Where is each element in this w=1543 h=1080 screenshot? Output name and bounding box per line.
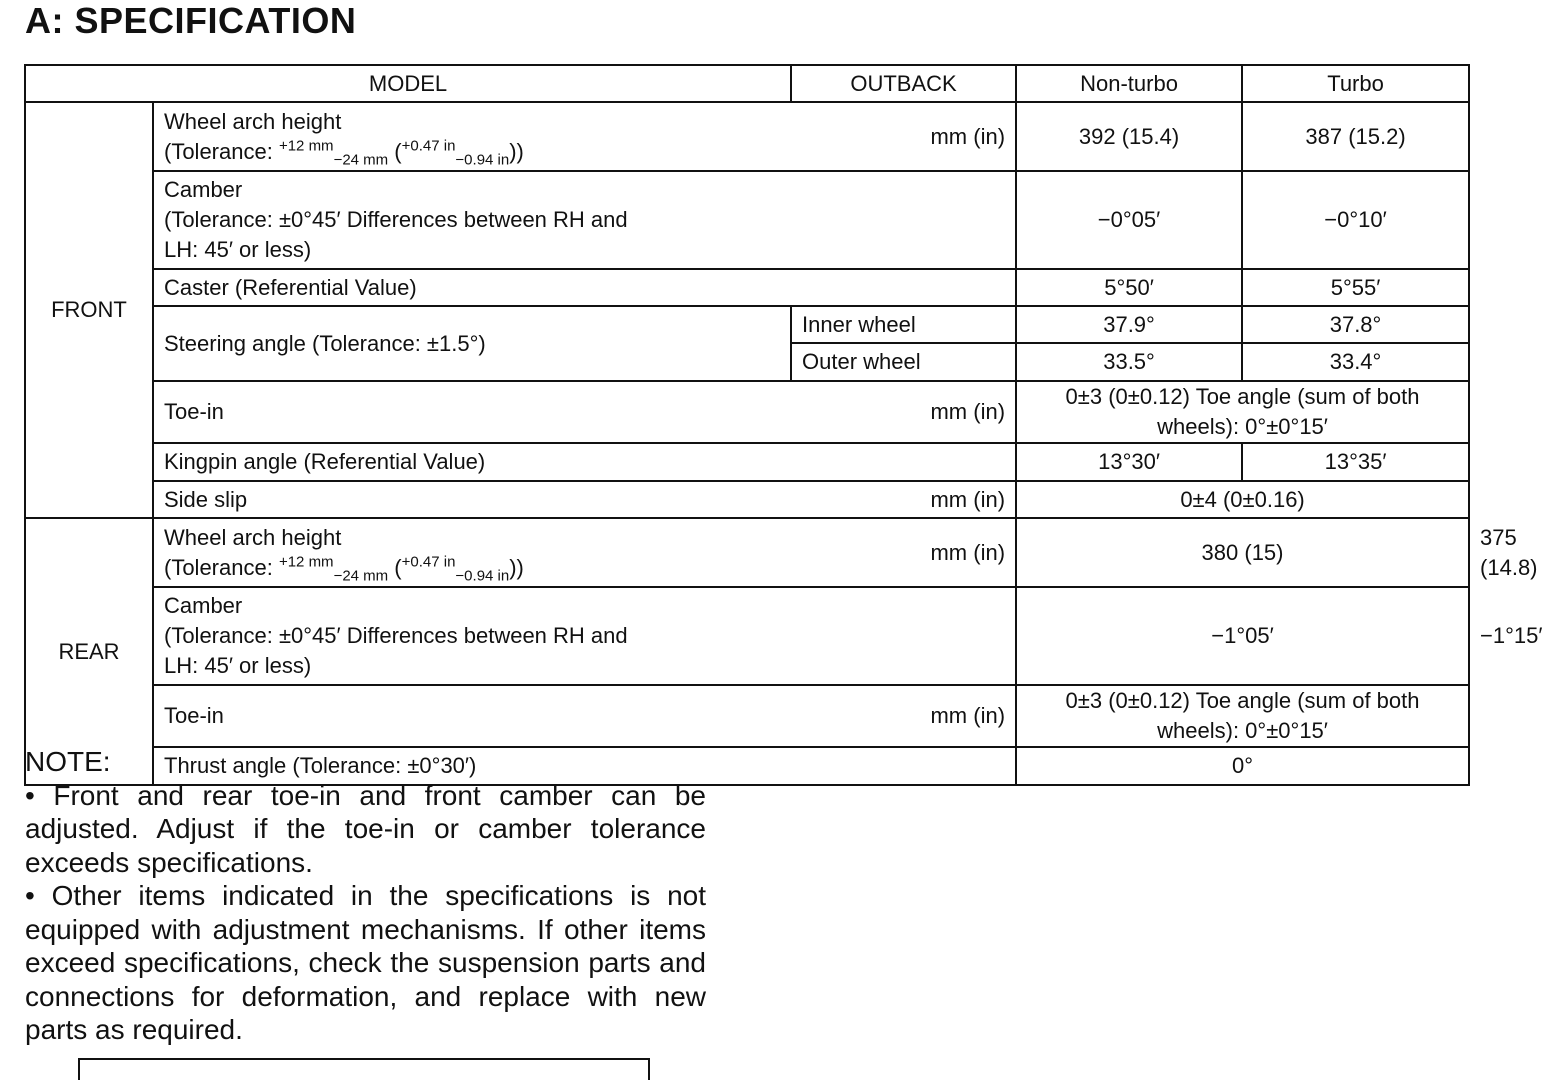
table-row	[25, 685, 1469, 747]
table-row	[25, 102, 1469, 171]
table-row	[25, 171, 1469, 269]
front-steering-label: Steering angle (Tolerance: ±1.5°)	[153, 306, 791, 381]
rear-section-label: REAR	[25, 518, 153, 785]
front-camber-outback: −0°05′	[1016, 171, 1242, 269]
rear-wheel-arch-outback-nonturbo: 380 (15)	[1016, 518, 1469, 587]
inner-wheel-outback: 37.9°	[1016, 306, 1242, 343]
rear-toe-label: Toe-in mm (in)	[153, 685, 1016, 747]
note-bullet-1: • Front and rear toe-in and front camber can be adjusted. Adjust if the toe-in or camber tolerance exceeds specifications.	[25, 779, 706, 878]
front-caster-outback: 5°50′	[1016, 269, 1242, 306]
rear-thrust-label: Thrust angle (Tolerance: ±0°30′)	[153, 747, 1016, 785]
note-bullet-2: • Other items indicated in the specifications is not equipped with adjustment mechanisms. If other items exceed specifications, check the suspension parts and connections for deformation, and replace with new parts as required.	[25, 880, 706, 1045]
table-row: REAR Wheel arch height (Tolerance: $^{+12 mm}_{-24 mm}$ ($^{+0.47 in}_{-0.94 in}$)) mm (in) 380 (15) 375 (14.8)	[25, 518, 1469, 587]
outer-wheel-outback: 33.5°	[1016, 343, 1242, 381]
inner-wheel-others: 37.8°	[1242, 306, 1469, 343]
front-sideslip-value: 0±4 (0±0.16)	[1016, 481, 1469, 518]
specification-table	[24, 64, 1543, 786]
inner-wheel-label: Inner wheel	[791, 306, 1016, 343]
header-model: MODEL	[25, 65, 791, 102]
table-row: Camber (Tolerance: ±0°45′ Differences between RH and LH: 45′ or less) −1°05′ −1°15′	[25, 587, 1469, 685]
front-section-label: FRONT	[25, 102, 153, 518]
header-nonturbo: Non-turbo	[1016, 65, 1242, 102]
table-row	[25, 381, 1469, 443]
front-kingpin-outback: 13°30′	[1016, 443, 1242, 481]
section-title: A: SPECIFICATION	[25, 0, 357, 41]
front-camber-others: −0°10′	[1242, 171, 1469, 269]
rear-toe-value: 0±3 (0±0.12) Toe angle (sum of both wheels): 0°±0°15′	[1016, 685, 1469, 747]
front-camber-label: Camber (Tolerance: ±0°45′ Differences between RH and LH: 45′ or less)	[153, 171, 1016, 269]
table-row	[25, 443, 1469, 481]
header-row	[25, 65, 1469, 102]
rear-camber-label: Camber (Tolerance: ±0°45′ Differences between RH and LH: 45′ or less)	[153, 587, 1016, 685]
table-row	[25, 269, 1469, 306]
front-wheel-arch-outback: 392 (15.4)	[1016, 102, 1242, 171]
front-kingpin-others: 13°35′	[1242, 443, 1469, 481]
next-box-border	[78, 1058, 650, 1080]
header-outback: OUTBACK	[791, 65, 1016, 102]
rear-thrust-value: 0°	[1016, 747, 1469, 785]
front-caster-others: 5°55′	[1242, 269, 1469, 306]
front-wheel-arch-others: 387 (15.2)	[1242, 102, 1469, 171]
front-sideslip-label: Side slip mm (in)	[153, 481, 1016, 518]
front-caster-label: Caster (Referential Value)	[153, 269, 1016, 306]
table-row	[25, 306, 1469, 343]
note-block	[25, 745, 706, 1047]
front-wheel-arch-label: Wheel arch height (Tolerance: $^{+12 mm}_{-24 mm}$ ($^{+0.47 in}_{-0.94 in}$)) mm (in)	[153, 102, 1016, 171]
outer-wheel-others: 33.4°	[1242, 343, 1469, 381]
note-heading: NOTE:	[25, 746, 111, 777]
front-toe-value: 0±3 (0±0.12) Toe angle (sum of both wheels): 0°±0°15′	[1016, 381, 1469, 443]
outer-wheel-label: Outer wheel	[791, 343, 1016, 381]
front-toe-label: Toe-in mm (in)	[153, 381, 1016, 443]
front-kingpin-label: Kingpin angle (Referential Value)	[153, 443, 1016, 481]
rear-camber-outback-nonturbo: −1°05′	[1016, 587, 1469, 685]
header-turbo: Turbo	[1242, 65, 1469, 102]
rear-wheel-arch-label: Wheel arch height (Tolerance: $^{+12 mm}_{-24 mm}$ ($^{+0.47 in}_{-0.94 in}$)) mm (in)	[153, 518, 1016, 587]
table-row	[25, 481, 1469, 518]
